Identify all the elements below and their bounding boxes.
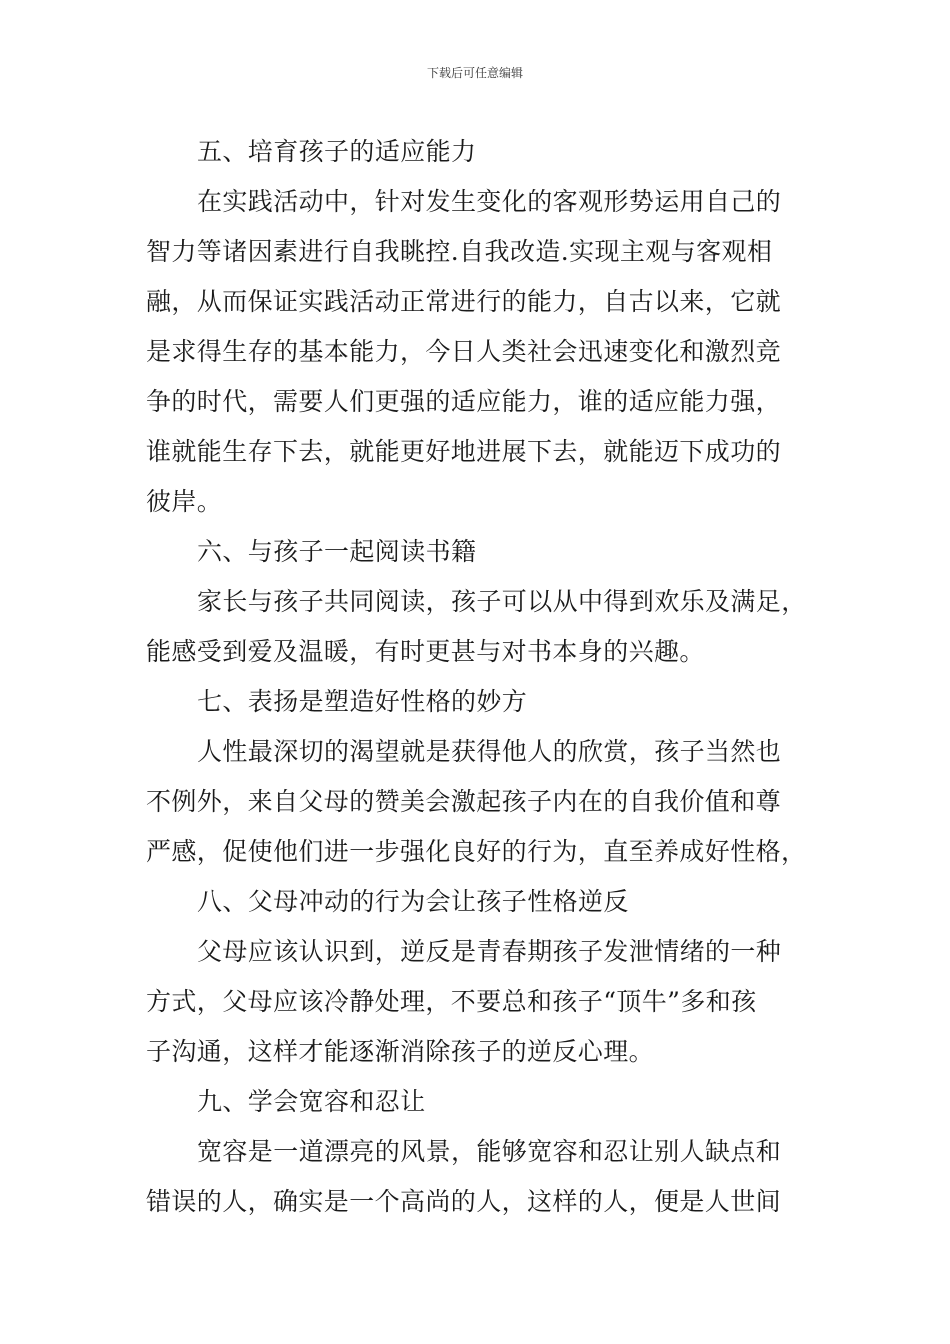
section-heading-7: 七、表扬是塑造好性格的妙方 bbox=[197, 687, 528, 716]
paragraph-line: 方式，父母应该冷静处理，不要总和孩子“顶牛”多和孩 bbox=[146, 987, 757, 1016]
paragraph-line: 在实践活动中，针对发生变化的客观形势运用自己的 bbox=[197, 187, 782, 216]
paragraph-line: 智力等诸因素进行自我眺控.自我改造.实现主观与客观相 bbox=[146, 237, 773, 266]
document-body bbox=[146, 127, 810, 1227]
paragraph-line: 不例外，来自父母的赞美会激起孩子内在的自我价值和尊 bbox=[146, 787, 782, 816]
paragraph-line: 能感受到爱及温暖，有时更甚与对书本身的兴趣。 bbox=[146, 637, 705, 666]
paragraph-line: 融，从而保证实践活动正常进行的能力，自古以来，它就 bbox=[146, 287, 782, 316]
section-heading-8: 八、父母冲动的行为会让孩子性格逆反 bbox=[197, 887, 629, 916]
paragraph-line: 宽容是一道漂亮的风景，能够宽容和忍让别人缺点和 bbox=[197, 1137, 782, 1166]
paragraph-line: 是求得生存的基本能力，今日人类社会迅速变化和激烈竞 bbox=[146, 337, 782, 366]
paragraph-line: 错误的人，确实是一个高尚的人，这样的人，便是人世间 bbox=[146, 1187, 782, 1216]
paragraph-line: 彼岸。 bbox=[146, 487, 223, 516]
section-heading-5: 五、培育孩子的适应能力 bbox=[197, 137, 477, 166]
paragraph-line: 子沟通，这样才能逐渐消除孩子的逆反心理。 bbox=[146, 1037, 655, 1066]
paragraph-line: 严感，促使他们进一步强化良好的行为，直至养成好性格， bbox=[146, 837, 807, 866]
paragraph-line: 父母应该认识到，逆反是青春期孩子发泄情绪的一种 bbox=[197, 937, 782, 966]
paragraph-line: 家长与孩子共同阅读，孩子可以从中得到欢乐及满足， bbox=[197, 587, 807, 616]
paragraph-line: 争的时代，需要人们更强的适应能力，谁的适应能力强， bbox=[146, 387, 782, 416]
paragraph-line: 谁就能生存下去，就能更好地进展下去，就能迈下成功的 bbox=[146, 437, 782, 466]
section-heading-9: 九、学会宽容和忍让 bbox=[197, 1087, 426, 1116]
paragraph-line: 人性最深切的渴望就是获得他人的欣赏，孩子当然也 bbox=[197, 737, 782, 766]
section-heading-6: 六、与孩子一起阅读书籍 bbox=[197, 537, 477, 566]
page-header: 下载后可任意编辑 bbox=[426, 66, 523, 80]
